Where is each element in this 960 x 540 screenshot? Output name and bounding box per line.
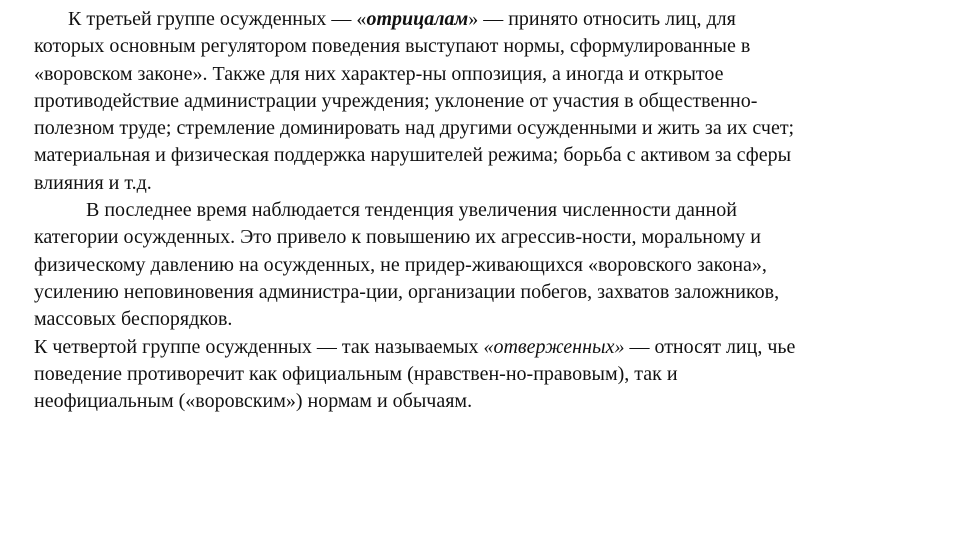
text-line: массовых беспорядков. <box>34 308 233 331</box>
text-line: физическому давлению на осужденных, не придер-живающихся «воровского закона», <box>34 253 767 276</box>
text-line: В последнее время наблюдается тенденция увеличения численности данной <box>86 199 737 222</box>
text-line: полезном труде; стремление доминировать над другими осужденными и жить за их счет; <box>34 117 795 140</box>
text-line <box>34 334 954 361</box>
text-line: материальная и физическая поддержка нарушителей режима; борьба с активом за сферы <box>34 144 792 167</box>
paragraph-otritsaly <box>34 6 954 197</box>
text-segment: К третьей группе осужденных — « <box>68 8 367 30</box>
paragraph-tendency <box>34 197 954 333</box>
text-line: усилению неповиновения администра-ции, организации побегов, захватов заложников, <box>34 280 780 303</box>
text-line: поведение противоречит как официальным (нравствен-но-правовым), так и <box>34 362 678 385</box>
text-line: которых основным регулятором поведения выступают нормы, сформулированные в <box>34 35 751 58</box>
text-segment: — относят лиц, чье <box>624 335 796 358</box>
paragraph-otverzhennye <box>34 334 954 416</box>
text-segment: » — принято относить лиц, для <box>468 8 736 30</box>
document-text <box>34 6 954 415</box>
text-line: противодействие администрации учреждения; уклонение от участия в общественно- <box>34 89 758 112</box>
text-line: «воровском законе». Также для них характер-ны оппозиция, а иногда и открытое <box>34 62 724 85</box>
text-line: влияния и т.д. <box>34 171 152 194</box>
text-line <box>34 6 954 33</box>
emphasized-term: «отверженных» <box>483 335 625 358</box>
emphasized-term: отрицалам <box>366 8 469 30</box>
text-segment: К четвертой группе осужденных — так называемых <box>34 335 484 358</box>
text-line: неофициальным («воровским») нормам и обычаям. <box>34 390 473 413</box>
text-line: категории осужденных. Это привело к повышению их агрессив-ности, моральному и <box>34 226 761 249</box>
